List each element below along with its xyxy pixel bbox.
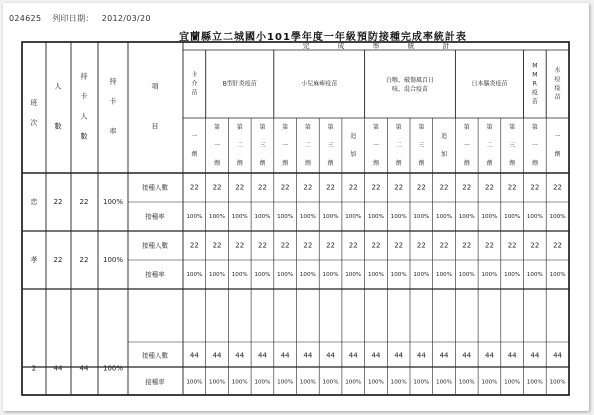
class-header <box>31 98 38 127</box>
value-cell: 100% <box>345 272 362 278</box>
svg-text:第: 第 <box>304 124 311 131</box>
value-cell: 22 <box>439 241 449 250</box>
svg-text:第: 第 <box>282 124 289 131</box>
item-cell: 接種率 <box>145 377 165 386</box>
value-cell: 100% <box>254 272 271 278</box>
svg-text:劑: 劑 <box>304 160 311 167</box>
value-cell: 22 <box>326 241 336 250</box>
value-cell: 100% <box>231 272 248 278</box>
value-cell: 100% <box>322 379 339 386</box>
value-cell: 100% <box>526 272 543 278</box>
print-date: 2012/03/20 <box>101 14 151 23</box>
value-cell: 22 <box>416 241 426 250</box>
vaccine-name <box>555 66 561 101</box>
value-cell: 44 <box>280 351 290 360</box>
value-cell: 100% <box>436 272 453 278</box>
card-count-cell: 22 <box>79 256 89 264</box>
statistics-table <box>3 3 589 411</box>
value-cell: 100% <box>390 272 407 278</box>
value-cell: 100% <box>299 379 316 386</box>
value-cell: 100% <box>504 272 521 278</box>
value-cell: 100% <box>186 214 203 220</box>
value-cell: 100% <box>367 214 384 220</box>
value-cell: 100% <box>481 272 498 278</box>
svg-text:R: R <box>532 80 537 88</box>
card-count-cell: 22 <box>79 198 89 206</box>
svg-text:劑: 劑 <box>282 160 289 167</box>
svg-text:三: 三 <box>509 142 516 149</box>
value-cell: 22 <box>189 183 199 192</box>
svg-text:劑: 劑 <box>554 151 561 158</box>
doc-code: 024625 <box>9 14 42 23</box>
value-cell: 22 <box>303 241 313 250</box>
class-cell: 忠 <box>30 198 38 206</box>
value-cell: 22 <box>235 241 245 250</box>
value-cell: 100% <box>481 379 498 386</box>
dose-header <box>259 123 265 167</box>
value-cell: 22 <box>212 183 222 192</box>
value-cell: 100% <box>436 379 453 386</box>
value-cell: 22 <box>257 183 267 192</box>
svg-text:疫: 疫 <box>531 89 538 97</box>
value-cell: 22 <box>280 183 290 192</box>
svg-text:次: 次 <box>30 119 38 127</box>
dose-header <box>305 123 311 167</box>
value-cell: 100% <box>367 379 384 386</box>
svg-text:三: 三 <box>327 142 334 149</box>
svg-text:劑: 劑 <box>463 160 470 167</box>
svg-text:加: 加 <box>441 151 448 158</box>
svg-text:人: 人 <box>80 112 88 121</box>
value-cell: 44 <box>507 351 517 360</box>
group-title: 完 成 率 統 計 <box>302 42 450 50</box>
value-cell: 44 <box>462 351 472 360</box>
svg-text:第: 第 <box>463 124 470 131</box>
svg-text:劑: 劑 <box>418 160 425 167</box>
svg-text:劑: 劑 <box>327 160 334 167</box>
value-cell: 22 <box>371 241 381 250</box>
value-cell: 100% <box>231 214 248 220</box>
document-title: 宜蘭縣立二城國小101學年度一年級預防接種完成率統計表 <box>179 32 467 43</box>
print-date-label: 列印日期： <box>52 14 94 23</box>
card-count-cell: 44 <box>79 364 89 373</box>
dose-header <box>214 123 220 167</box>
svg-text:第: 第 <box>486 124 493 131</box>
dose-header <box>282 123 288 167</box>
svg-text:苗: 苗 <box>554 94 561 101</box>
item-header <box>152 83 159 131</box>
dose-header <box>555 133 561 158</box>
svg-text:項: 項 <box>151 82 159 91</box>
value-cell: 100% <box>504 214 521 220</box>
svg-text:第: 第 <box>372 124 379 131</box>
value-cell: 100% <box>549 379 566 386</box>
svg-text:目: 目 <box>151 122 159 131</box>
value-cell: 100% <box>277 379 294 386</box>
svg-text:三: 三 <box>259 142 266 149</box>
card-rate-cell: 100% <box>102 256 124 264</box>
value-cell: 22 <box>280 241 290 250</box>
svg-text:苗: 苗 <box>531 98 538 106</box>
card-rate-cell: 100% <box>102 198 124 206</box>
svg-text:持: 持 <box>80 72 88 81</box>
value-cell: 100% <box>458 379 475 386</box>
dose-header <box>464 123 470 167</box>
dose-header <box>441 132 447 158</box>
value-cell: 22 <box>348 241 358 250</box>
value-cell: 22 <box>394 183 404 192</box>
value-cell: 22 <box>553 183 563 192</box>
svg-text:率: 率 <box>109 127 117 136</box>
svg-text:班: 班 <box>30 99 38 107</box>
value-cell: 100% <box>549 214 566 220</box>
svg-text:一: 一 <box>531 142 538 149</box>
svg-text:一: 一 <box>282 142 289 149</box>
value-cell: 100% <box>458 272 475 278</box>
svg-text:劑: 劑 <box>509 160 516 167</box>
svg-text:劑: 劑 <box>486 160 493 167</box>
svg-text:劑: 劑 <box>372 160 379 167</box>
count-cell: 22 <box>53 256 63 264</box>
svg-text:介: 介 <box>191 80 198 88</box>
value-cell: 22 <box>394 241 404 250</box>
dose-header <box>373 123 379 167</box>
value-cell: 44 <box>235 351 245 360</box>
value-cell: 100% <box>367 272 384 278</box>
value-cell: 44 <box>394 351 404 360</box>
item-cell: 接種人數 <box>142 351 168 360</box>
value-cell: 22 <box>553 241 563 250</box>
value-cell: 22 <box>484 241 494 250</box>
vaccine-name: 日本腦炎疫苗 <box>471 80 508 88</box>
svg-text:劑: 劑 <box>531 160 538 167</box>
svg-text:一: 一 <box>463 142 470 149</box>
class-cell: 2 <box>31 364 37 373</box>
svg-text:持: 持 <box>109 77 117 86</box>
value-cell: 22 <box>371 183 381 192</box>
svg-text:M: M <box>532 71 538 79</box>
dose-header <box>328 123 334 167</box>
value-cell: 100% <box>549 272 566 278</box>
dose-header <box>191 133 197 158</box>
svg-text:二: 二 <box>304 142 311 149</box>
vaccine-name: 白喉、破傷風百日咳、混合疫苗 <box>385 76 435 93</box>
dose-header <box>509 123 515 167</box>
value-cell: 44 <box>326 351 336 360</box>
svg-text:二: 二 <box>236 142 243 149</box>
value-cell: 100% <box>186 379 203 386</box>
svg-text:苗: 苗 <box>191 89 198 97</box>
svg-text:第: 第 <box>327 124 334 131</box>
svg-text:第: 第 <box>509 124 516 131</box>
value-cell: 44 <box>416 351 426 360</box>
svg-text:第: 第 <box>259 124 266 131</box>
svg-text:第: 第 <box>395 124 402 131</box>
value-cell: 22 <box>235 183 245 192</box>
card-count-header <box>81 72 88 141</box>
svg-text:劑: 劑 <box>259 160 266 167</box>
value-cell: 100% <box>345 214 362 220</box>
value-cell: 100% <box>413 272 430 278</box>
svg-text:一: 一 <box>214 142 221 149</box>
card-rate-header <box>110 77 117 136</box>
svg-text:三: 三 <box>418 142 425 149</box>
svg-text:追: 追 <box>350 133 357 140</box>
dose-header <box>396 123 402 167</box>
value-cell: 22 <box>257 241 267 250</box>
value-cell: 22 <box>530 241 540 250</box>
value-cell: 44 <box>439 351 449 360</box>
value-cell: 100% <box>299 272 316 278</box>
value-cell: 100% <box>254 214 271 220</box>
svg-text:人: 人 <box>54 82 62 91</box>
svg-text:追: 追 <box>441 133 448 140</box>
value-cell: 44 <box>371 351 381 360</box>
value-cell: 22 <box>484 183 494 192</box>
value-cell: 100% <box>390 379 407 386</box>
document-page <box>3 3 589 411</box>
value-cell: 22 <box>326 183 336 192</box>
value-cell: 100% <box>299 214 316 220</box>
value-cell: 100% <box>209 272 226 278</box>
svg-text:一: 一 <box>191 133 198 140</box>
value-cell: 100% <box>526 214 543 220</box>
svg-text:卡: 卡 <box>191 71 198 79</box>
value-cell: 22 <box>303 183 313 192</box>
svg-text:一: 一 <box>554 133 561 140</box>
value-cell: 100% <box>186 272 203 278</box>
svg-text:劑: 劑 <box>236 160 243 167</box>
vaccine-name: B型肝炎疫苗 <box>222 80 257 88</box>
value-cell: 44 <box>212 351 222 360</box>
card-rate-cell: 100% <box>102 364 124 373</box>
svg-text:一: 一 <box>372 142 379 149</box>
svg-text:第: 第 <box>236 124 243 131</box>
svg-text:劑: 劑 <box>395 160 402 167</box>
svg-text:劑: 劑 <box>191 151 198 158</box>
svg-text:M: M <box>532 62 538 70</box>
value-cell: 100% <box>231 379 248 386</box>
value-cell: 100% <box>345 379 362 386</box>
vaccine-name: 小兒麻痺疫苗 <box>301 80 338 88</box>
value-cell: 100% <box>504 379 521 386</box>
dose-header <box>532 123 538 167</box>
value-cell: 100% <box>481 214 498 220</box>
value-cell: 22 <box>462 241 472 250</box>
vaccine-name <box>191 71 197 97</box>
value-cell: 44 <box>303 351 313 360</box>
svg-text:水: 水 <box>554 67 561 74</box>
value-cell: 100% <box>322 214 339 220</box>
item-cell: 接種人數 <box>142 183 168 192</box>
value-cell: 22 <box>507 183 517 192</box>
value-cell: 100% <box>209 214 226 220</box>
value-cell: 22 <box>530 183 540 192</box>
value-cell: 100% <box>277 214 294 220</box>
value-cell: 100% <box>254 379 271 386</box>
value-cell: 22 <box>416 183 426 192</box>
svg-text:第: 第 <box>214 124 221 131</box>
item-cell: 接種人數 <box>142 241 168 250</box>
value-cell: 22 <box>439 183 449 192</box>
value-cell: 100% <box>390 214 407 220</box>
value-cell: 44 <box>553 351 563 360</box>
value-cell: 44 <box>189 351 199 360</box>
count-cell: 22 <box>53 198 63 206</box>
value-cell: 100% <box>526 379 543 386</box>
count-header <box>55 82 62 131</box>
svg-text:數: 數 <box>54 122 62 131</box>
value-cell: 44 <box>484 351 494 360</box>
value-cell: 100% <box>413 214 430 220</box>
svg-text:卡: 卡 <box>80 92 88 101</box>
value-cell: 100% <box>322 272 339 278</box>
value-cell: 100% <box>209 379 226 386</box>
dose-header <box>486 123 492 167</box>
item-cell: 接種率 <box>145 270 165 279</box>
value-cell: 100% <box>458 214 475 220</box>
item-cell: 接種率 <box>145 212 165 221</box>
svg-text:第: 第 <box>418 124 425 131</box>
value-cell: 44 <box>348 351 358 360</box>
value-cell: 22 <box>348 183 358 192</box>
svg-text:痘: 痘 <box>554 76 561 83</box>
value-cell: 22 <box>507 241 517 250</box>
svg-text:第: 第 <box>531 124 538 131</box>
svg-text:疫: 疫 <box>554 85 561 92</box>
value-cell: 22 <box>189 241 199 250</box>
dose-header <box>237 123 243 167</box>
value-cell: 100% <box>277 272 294 278</box>
count-cell: 44 <box>53 364 63 373</box>
value-cell: 22 <box>212 241 222 250</box>
dose-header <box>418 123 424 167</box>
value-cell: 22 <box>462 183 472 192</box>
class-cell: 孝 <box>30 256 38 264</box>
svg-text:二: 二 <box>486 142 493 149</box>
svg-text:劑: 劑 <box>214 160 221 167</box>
dose-header <box>350 132 356 158</box>
svg-text:加: 加 <box>350 151 357 158</box>
value-cell: 100% <box>436 214 453 220</box>
value-cell: 44 <box>257 351 267 360</box>
svg-text:二: 二 <box>395 142 402 149</box>
vaccine-name <box>532 63 538 106</box>
value-cell: 44 <box>530 351 540 360</box>
svg-text:卡: 卡 <box>109 97 117 106</box>
svg-text:數: 數 <box>80 132 88 141</box>
value-cell: 100% <box>413 379 430 386</box>
